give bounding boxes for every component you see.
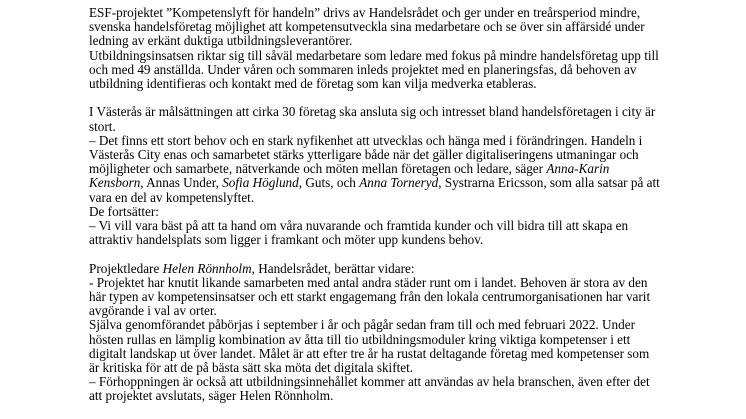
intro-text-1: ESF-projektet ”Kompetenslyft för handeln” drivs av Handelsrådet och ger under en treårsperiod mindre, svenska handelsföretag möjlighet att kompetensutveckla sina medarbetare och se över sin affärsidé under ledning av erkänt duktiga utbildningsleverantörer. bbox=[89, 5, 645, 49]
intro-paragraph-2 bbox=[89, 49, 661, 92]
vasteras-goal-text: I Västerås är målsättningen att cirka 30 företag ska ansluta sig och intresset bland handelsföretagen i city är stort. bbox=[89, 104, 656, 134]
leader-quote-1: - Projektet har knutit likande samarbeten med antal andra städer runt om i landet. Behoven är stora av den här typen av kompetensinsatser och ett starkt engagemang från den lokala centrumorganisationen har varit avgörande i val av orter. bbox=[89, 274, 651, 319]
vasteras-quote-2: – Vi vill vara bäst på att ta hand om våra nuvarande och framtida kunder och vill bidra till att skapa en attraktiv handelsplats som ligger i framkant och möter upp kundens behov. bbox=[89, 218, 629, 248]
continues-text: De fortsätter: bbox=[89, 203, 159, 219]
vasteras-quote-text: – Det finns ett stort behov och en stark nyfikenhet att utvecklas och hänga med i förändringen. Handeln i Västerås City enas och samarbetet stärks ytterligare både när det gäller digitaliseringens utmaningar och möjligheter och samarbete, nätverkande och möten mellan företagen och ledare, säger bbox=[89, 132, 643, 177]
vasteras-quote-text: , Guts, och bbox=[298, 175, 360, 191]
leader-intro-text: Projektledare bbox=[89, 260, 163, 276]
person-name-torneryd: Anna Torneryd bbox=[359, 175, 439, 191]
person-name-kensborn: Anna-Karin Kensborn bbox=[89, 161, 610, 191]
vasteras-quote-text: , Systrarna Ericsson, som alla satsar på att vara en del av kompetenslyftet. bbox=[89, 175, 660, 205]
person-name-ronnholm: Helen Rönnholm bbox=[162, 260, 252, 276]
paragraph-gap bbox=[89, 91, 661, 105]
intro-paragraph-1 bbox=[89, 6, 661, 49]
leader-quote-2: – Förhoppningen är också att utbildningsinnehållet kommer att användas av hela branschen, även efter det att projektet avslutats, säger Helen Rönnholm. bbox=[89, 374, 650, 404]
article-body bbox=[89, 6, 661, 404]
vasteras-paragraph bbox=[89, 105, 661, 247]
paragraph-gap bbox=[89, 247, 661, 261]
vasteras-quote-text: , Annas Under, bbox=[140, 175, 223, 191]
leader-timeline-text: Själva genomförandet påbörjas i september i år och pågår sedan fram till och med februari 2022. Under hösten rullas en lämplig kombination av åtta till tio utbildningsmoduler kring viktiga kompetenser i ett digitalt landskap ut över landet. Målet är att efter tre år ha rustat deltagande företag med kompetenser som är kritiska för att de på bästa sätt ska möta det digitala skiftet. bbox=[89, 317, 650, 376]
leader-paragraph bbox=[89, 262, 661, 404]
leader-intro-text: , Handelsrådet, berättar vidare: bbox=[251, 260, 415, 276]
intro-text-2: Utbildningsinsatsen riktar sig till såväl medarbetare som ledare med fokus på mindre handelsföretag upp till och med 49 anställda. Under våren och sommaren inleds projektet med en planeringsfas, då behoven av utbildning identifieras och kontakt med de företag som kan vilja medverka etableras. bbox=[89, 47, 659, 92]
person-name-hoglund: Sofia Höglund bbox=[222, 175, 299, 191]
